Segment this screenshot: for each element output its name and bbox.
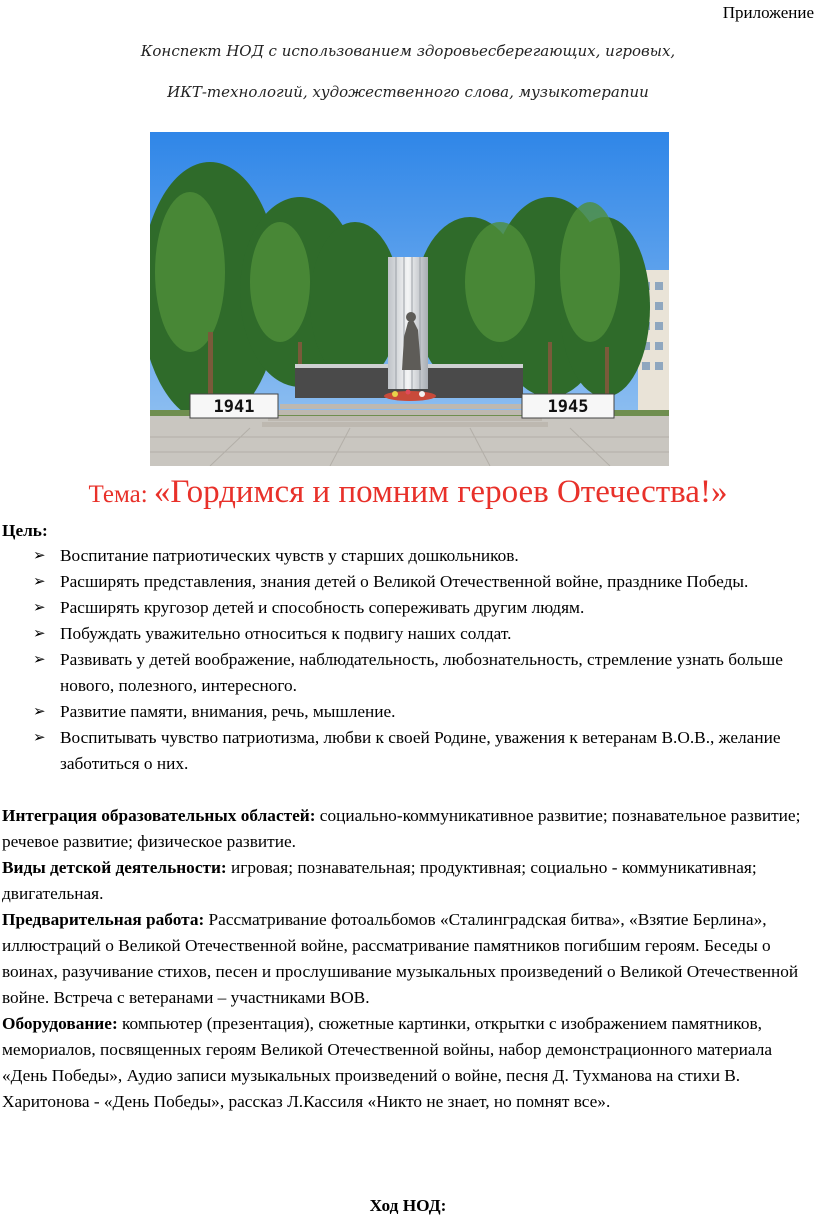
goals-heading: Цель:: [2, 521, 48, 540]
list-item: [0, 699, 816, 725]
theme-title: «Гордимся и помним героев Отечества!»: [153, 474, 728, 510]
equipment-text: компьютер (презентация), сюжетные картинки, открытки с изображением памятников, мемориалов, посвященных героям Великой Отечественной войны, набор демонстрационного материала «День Победы», Аудио записи музыкальных произведений о войне, песня Д. Тухманова на стихи В. Харитонова - «День Победы», рассказ Л.Кассиля «Никто не знает, но помнят все».: [2, 1014, 773, 1111]
preliminary-text: Рассматривание фотоальбомов «Сталинградская битва», «Взятие Берлина», иллюстраций о Великой Отечественной войне, рассматривание памятников погибшим героям. Беседы о воинах, разучивание стихов, песен и прослушивание музыкальных произведений о Великой Отечественной войне. Встреча с ветеранами – участниками ВОВ.: [2, 910, 799, 1007]
goal-text: Побуждать уважительно относиться к подвигу наших солдат.: [60, 624, 512, 643]
integration-label: Интеграция образовательных областей:: [2, 806, 316, 825]
arrowhead-bullet-icon: ➢: [33, 730, 46, 746]
goal-text: Расширять кругозор детей и способность сопереживать другим людям.: [60, 598, 585, 617]
integration-text: социально-коммуникативное развитие; познавательное развитие; речевое развитие; физическое развитие.: [2, 806, 801, 851]
arrowhead-bullet-icon: ➢: [33, 574, 46, 590]
subtitle-line-2: ИКТ-технологий, художественного слова, музыкотерапии: [167, 83, 649, 101]
arrowhead-bullet-icon: ➢: [33, 626, 46, 642]
lesson-progress-heading: Ход НОД:: [369, 1196, 447, 1215]
activities-paragraph: [2, 855, 814, 907]
theme-label: Тема:: [88, 481, 154, 508]
goal-text: Расширять представления, знания детей о Великой Отечественной войне, празднике Победы.: [60, 572, 749, 591]
details-section: [2, 803, 814, 1115]
arrowhead-bullet-icon: ➢: [33, 600, 46, 616]
activities-text: игровая; познавательная; продуктивная; социально - коммуникативная; двигательная.: [2, 858, 757, 903]
activities-label: Виды детской деятельности:: [2, 858, 227, 877]
list-item: [0, 569, 816, 595]
equipment-paragraph: [2, 1011, 814, 1115]
goal-text: Развитие памяти, внимания, речь, мышление.: [60, 702, 396, 721]
equipment-label: Оборудование:: [2, 1014, 118, 1033]
goal-text: Развивать у детей воображение, наблюдательность, любознательность, стремление узнать больше нового, полезного, интересного.: [60, 650, 783, 695]
goal-text: Воспитание патриотических чувств у старших дошкольников.: [60, 546, 519, 565]
preliminary-paragraph: [2, 907, 814, 1011]
list-item: [0, 725, 816, 777]
year-1945: 1945: [547, 397, 589, 417]
list-item: [0, 595, 816, 621]
goal-text: Воспитывать чувство патриотизма, любви к своей Родине, уважения к ветеранам В.О.В., желание заботиться о них.: [60, 728, 781, 773]
integration-paragraph: [2, 803, 814, 855]
list-item: [0, 621, 816, 647]
arrowhead-bullet-icon: ➢: [33, 704, 46, 720]
year-1941: 1941: [213, 397, 255, 417]
list-item: [0, 543, 816, 569]
subtitle-line-1: Конспект НОД с использованием здоровьесберегающих, игровых,: [140, 42, 676, 60]
memorial-illustration: [150, 132, 669, 466]
list-item: [0, 647, 816, 699]
appendix-label: Приложение: [722, 3, 814, 22]
arrowhead-bullet-icon: ➢: [33, 548, 46, 564]
arrowhead-bullet-icon: ➢: [33, 652, 46, 668]
preliminary-label: Предварительная работа:: [2, 910, 205, 929]
goals-list: [0, 543, 816, 777]
lesson-theme: [0, 474, 816, 511]
memorial-photo: [150, 132, 669, 466]
